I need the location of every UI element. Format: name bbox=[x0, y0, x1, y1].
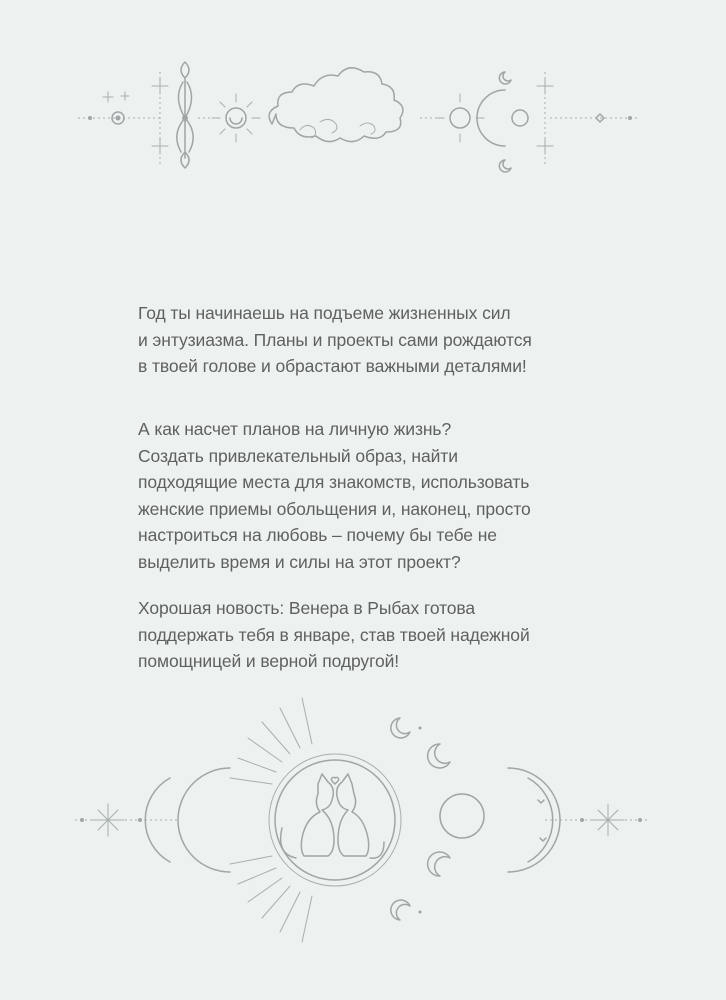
paragraph-text: Хорошая новость: Венера в Рыбах готова поддержать тебя в январе, став твоей надежной помощницей и верной подругой! bbox=[138, 598, 530, 671]
cloud-moon-ornament-icon bbox=[0, 52, 726, 182]
paragraph-intro bbox=[138, 300, 608, 399]
cats-moon-phases-ornament-icon bbox=[0, 688, 726, 958]
paragraph-text: А как насчет планов на личную жизнь? Создать привлекательный образ, найти подходящие места для знакомств, использовать женские приемы обольщения и, наконец, просто настроиться на любовь – почему бы тебе не выделить время и силы на этот проект? bbox=[138, 419, 531, 572]
paragraph-love-plans bbox=[138, 416, 608, 594]
paragraph-good-news bbox=[138, 595, 608, 694]
paragraph-text: Год ты начинаешь на подъеме жизненных сил и энтузиазма. Планы и проекты сами рождаются в твоей голове и обрастают важными деталями! bbox=[138, 303, 532, 376]
